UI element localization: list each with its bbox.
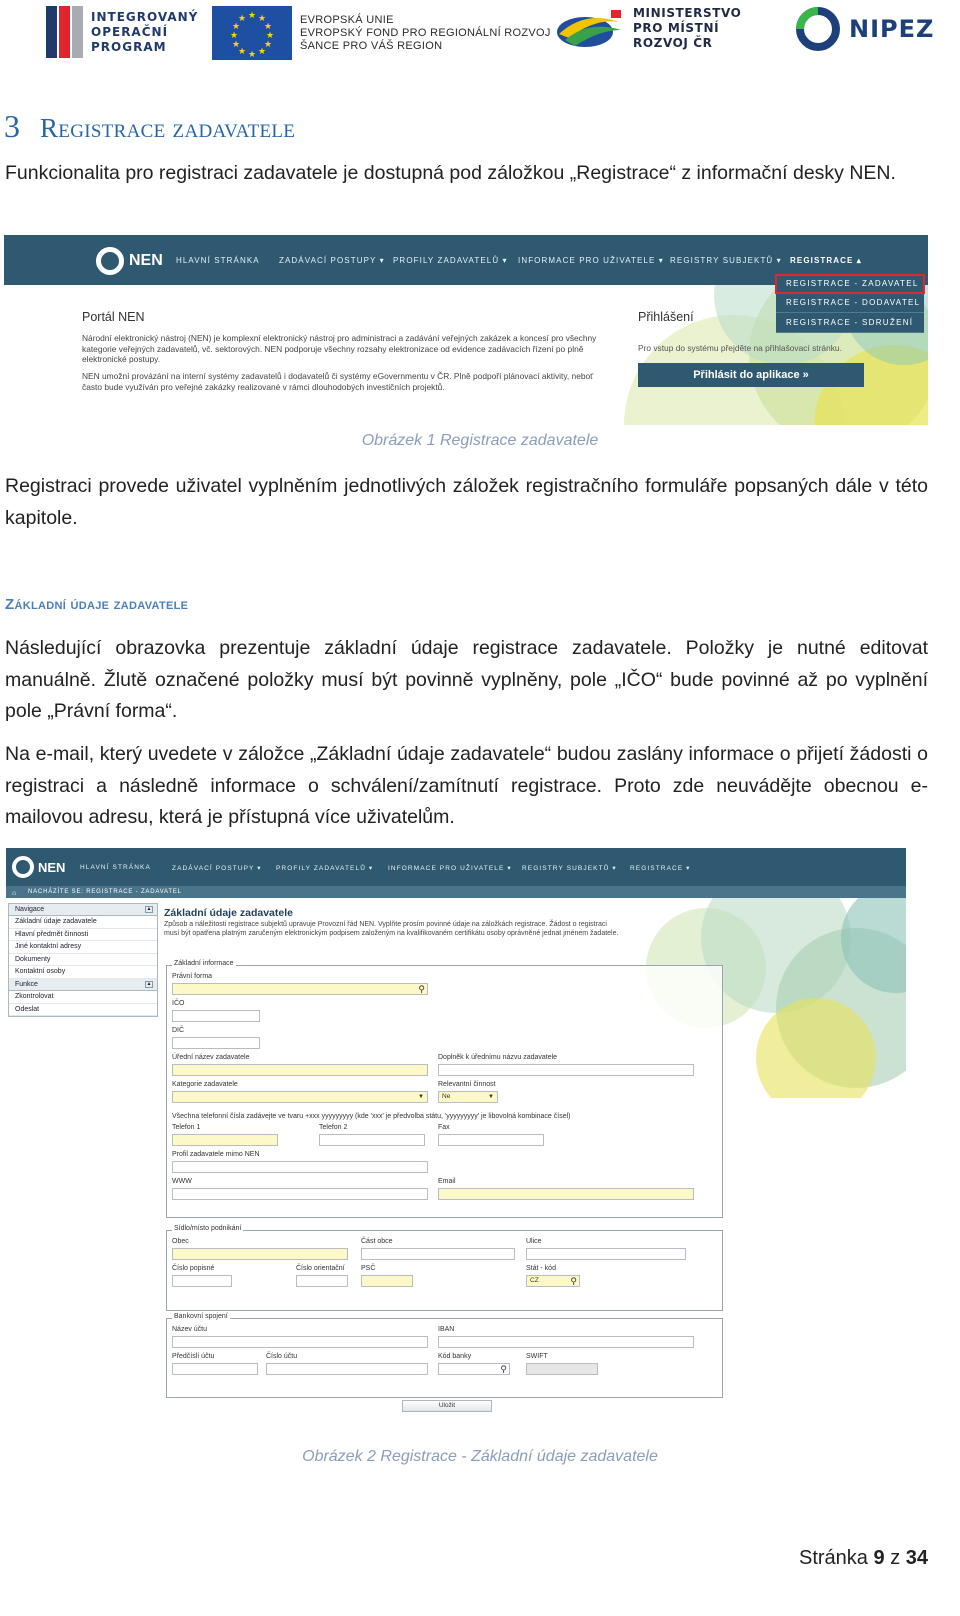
fig1-portal-paragraph-2: NEN umožní provázání na interní systémy zadavatelů i dodavatelů či systémy eGovernmentu v ČR. Plně podpoří plánovací aktivity, neboť často bude využíván pro veřejné zakázky realizované v rámci dlouhodobých investičních projektů.	[82, 371, 594, 392]
sidebar-navigation-label: Navigace	[15, 906, 45, 913]
label-official-name: Úřední název zadavatele	[172, 1054, 250, 1061]
intro-paragraph: Funkcionalita pro registraci zadavatele je dostupná pod záložkou „Registrace“ z informační desky NEN.	[5, 162, 896, 184]
input-official-name[interactable]	[172, 1064, 428, 1076]
input-iban[interactable]	[438, 1336, 694, 1348]
fig2-nav-profiles[interactable]: PROFILY ZADAVATELŮ ▾	[276, 865, 374, 872]
fig1-nen-ring-icon	[96, 247, 124, 275]
fig1-login-title: Přihlášení	[638, 310, 694, 324]
label-municipality: Obec	[172, 1238, 189, 1245]
iop-line-3: PROGRAM	[91, 39, 167, 54]
legend-basic-info: Základní informace	[174, 960, 234, 967]
fig1-dropdown-dodavatel[interactable]: REGISTRACE - DODAVATEL	[776, 293, 924, 313]
label-category: Kategorie zadavatele	[172, 1081, 238, 1088]
mmr-line-3: ROZVOJ ČR	[633, 36, 713, 50]
label-account-name: Název účtu	[172, 1326, 208, 1333]
label-fax: Fax	[438, 1124, 450, 1131]
iop-bars-icon	[46, 6, 83, 58]
footer-prefix: Stránka	[799, 1547, 868, 1569]
label-email: Email	[438, 1178, 456, 1185]
input-www[interactable]	[172, 1188, 428, 1200]
label-municipality-part: Část obce	[361, 1238, 393, 1245]
input-municipality-part[interactable]	[361, 1248, 515, 1260]
label-iban: IBAN	[438, 1326, 455, 1333]
fig1-nav-info[interactable]: INFORMACE PRO UŽIVATELE ▾	[518, 256, 664, 265]
fig2-nen-ring-icon	[12, 856, 34, 878]
save-button[interactable]: Uložit	[402, 1400, 492, 1412]
label-legal-form: Právní forma	[172, 973, 213, 980]
sidebar-item-other-addresses[interactable]: Jiné kontaktní adresy	[9, 941, 157, 954]
fig2-breadcrumb	[6, 886, 906, 898]
eu-line-2: EVROPSKÝ FOND PRO REGIONÁLNÍ ROZVOJ	[300, 26, 551, 39]
chevron-down-icon: ▼	[418, 1094, 424, 1100]
input-fax[interactable]	[438, 1134, 544, 1146]
sidebar-navigation-header[interactable]	[9, 904, 157, 916]
footer-separator: z	[890, 1547, 901, 1569]
input-municipality[interactable]	[172, 1248, 348, 1260]
fig2-navbar	[6, 848, 906, 886]
sidebar-item-main-activity[interactable]: Hlavní předmět činnosti	[9, 929, 157, 942]
sidebar-item-basic[interactable]: Základní údaje zadavatele	[9, 916, 157, 929]
legend-address: Sídlo/místo podnikání	[174, 1225, 242, 1232]
mmr-emblem-icon	[555, 8, 623, 50]
page-footer	[799, 1547, 928, 1570]
fig1-dropdown-zadavatel[interactable]: REGISTRACE - ZADAVATEL	[776, 275, 924, 293]
mmr-line-2: PRO MÍSTNÍ	[633, 21, 720, 35]
fig2-sidebar	[8, 903, 158, 1017]
input-bank-code[interactable]	[438, 1363, 510, 1375]
input-phone-1[interactable]	[172, 1134, 278, 1146]
home-icon[interactable]: ⌂	[12, 890, 18, 897]
section-subheading: Základní údaje zadavatele	[5, 596, 189, 613]
label-profile-outside: Profil zadavatele mimo NEN	[172, 1151, 260, 1158]
input-account-prefix[interactable]	[172, 1363, 258, 1375]
fig2-nen-text: NEN	[38, 859, 66, 875]
header-logos	[0, 0, 960, 70]
fig1-nav-profiles[interactable]: PROFILY ZADAVATELŮ ▾	[393, 256, 508, 265]
input-email[interactable]	[438, 1188, 694, 1200]
search-icon[interactable]: ⚲	[570, 1276, 577, 1286]
fig2-nav-procedures[interactable]: ZADÁVACÍ POSTUPY ▾	[172, 865, 262, 872]
input-street[interactable]	[526, 1248, 686, 1260]
fig1-nen-logo	[96, 247, 163, 275]
eu-logo	[212, 6, 551, 60]
footer-page-number: 9	[873, 1547, 885, 1569]
eu-flag-icon: ★ ★ ★ ★ ★ ★ ★ ★ ★ ★ ★ ★	[212, 6, 292, 60]
chapter-title: Registrace zadavatele	[40, 113, 296, 143]
after-figure-1-paragraph: Registraci provede uživatel vyplněním jednotlivých záložek registračního formuláře popsaných dále v této kapitole.	[5, 475, 928, 529]
sidebar-item-documents[interactable]: Dokumenty	[9, 954, 157, 967]
label-phone-2: Telefon 2	[319, 1124, 348, 1131]
input-account-number[interactable]	[266, 1363, 428, 1375]
input-dic[interactable]	[172, 1037, 260, 1049]
fig2-form-description: Způsob a náležitosti registrace subjektů upravuje Provozní řád NEN. Vyplňte prosím povinné údaje na záložkách registrace. Žádost o registraci musí být opatřena platným zaručeným elektronickým podpisem založeným na kvalifikovaném certifikátu osoby oprávněné jednat jménem žadatele.	[164, 921, 619, 937]
label-phone-1: Telefon 1	[172, 1124, 201, 1131]
label-www: WWW	[172, 1178, 192, 1185]
eu-line-3: ŠANCE PRO VÁŠ REGION	[300, 39, 443, 52]
input-country-code[interactable]	[526, 1275, 580, 1287]
fig2-breadcrumb-text: NACHÁZÍTE SE: REGISTRACE - ZADAVATEL	[28, 889, 182, 895]
input-postal-code[interactable]	[361, 1275, 413, 1287]
fig1-nav-home[interactable]: HLAVNÍ STRÁNKA	[176, 256, 260, 265]
sidebar-functions-label: Funkce	[15, 980, 38, 988]
label-swift: SWIFT	[526, 1353, 548, 1360]
label-house-number: Číslo popisné	[172, 1265, 215, 1272]
fig2-form-title: Základní údaje zadavatele	[164, 907, 293, 919]
fig1-login-button[interactable]: Přihlásit do aplikace »	[638, 363, 864, 387]
input-swift	[526, 1363, 598, 1375]
fig1-nen-text: NEN	[129, 252, 163, 269]
country-code-value: CZ	[530, 1277, 539, 1284]
figure-2-caption: Obrázek 2 Registrace - Základní údaje zadavatele	[302, 1448, 658, 1465]
fig1-nav-registration[interactable]: REGISTRACE ▴	[790, 256, 862, 265]
input-profile-outside[interactable]	[172, 1161, 428, 1173]
eu-line-1: EVROPSKÁ UNIE	[300, 13, 394, 26]
footer-total-pages: 34	[905, 1547, 928, 1569]
label-name-supplement: Doplněk k úřednímu názvu zadavatele	[438, 1054, 558, 1061]
input-ico[interactable]	[172, 1010, 260, 1022]
label-orientation-number: Číslo orientační	[296, 1265, 345, 1272]
nipez-ring-icon	[795, 6, 841, 52]
label-country-code: Stát - kód	[526, 1265, 556, 1272]
sidebar-item-check[interactable]: Zkontrolovat	[9, 991, 157, 1004]
figure-2-screenshot	[6, 848, 906, 1418]
chapter-number: 3	[4, 108, 20, 144]
iop-line-2: OPERAČNÍ	[91, 24, 169, 39]
phone-format-note: Všechna telefonní čísla zadávejte ve tvaru +xxx yyyyyyyyy (kde 'xxx' je předvolba státu, 'yyyyyyyyy' je libovolná kombinace čísel)	[172, 1113, 571, 1120]
mmr-logo	[555, 6, 742, 51]
label-postal-code: PSČ	[361, 1265, 376, 1272]
basic-info-paragraph-2: Na e-mail, který uvedete v záložce „Základní údaje zadavatele“ budou zaslány informace o přijetí žádosti o registraci a následně informace o schválení/zamítnutí registrace. Proto zde neuvádějte obecnou e-mailovou adresu, která je přístupná více uživatelům.	[5, 743, 928, 828]
basic-info-paragraph-1: Následující obrazovka prezentuje základní údaje registrace zadavatele. Položky je nutné editovat manuálně. Žlutě označené položky musí být povinně vyplněny, pole „IČO“ bude povinné až po vyplnění pole „Právní forma“.	[5, 637, 928, 722]
fig2-nav-registration[interactable]: REGISTRACE ▾	[630, 865, 691, 872]
sidebar-item-contacts[interactable]: Kontaktní osoby	[9, 966, 157, 979]
sidebar-item-send[interactable]: Odeslat	[9, 1004, 157, 1017]
fieldset-address	[166, 1230, 723, 1311]
select-relevant-activity[interactable]	[438, 1091, 498, 1103]
select-category[interactable]	[172, 1091, 428, 1103]
fig1-nav-registers[interactable]: REGISTRY SUBJEKTŮ ▾	[670, 256, 782, 265]
fig1-portal-title: Portál NEN	[82, 310, 145, 324]
label-account-prefix: Předčíslí účtu	[172, 1353, 215, 1360]
input-account-name[interactable]	[172, 1336, 428, 1348]
fig2-nav-info[interactable]: INFORMACE PRO UŽIVATELE ▾	[388, 865, 512, 872]
input-name-supplement[interactable]	[438, 1064, 694, 1076]
chapter-heading	[4, 108, 295, 145]
input-phone-2[interactable]	[319, 1134, 425, 1146]
legend-bank: Bankovní spojení	[174, 1313, 228, 1320]
nipez-logo	[795, 6, 934, 52]
figure-1-caption: Obrázek 1 Registrace zadavatele	[361, 432, 599, 449]
iop-line-1: INTEGROVANÝ	[91, 9, 199, 24]
fig2-nav-registers[interactable]: REGISTRY SUBJEKTŮ ▾	[522, 865, 617, 872]
input-legal-form[interactable]	[172, 983, 428, 995]
input-orientation-number[interactable]	[296, 1275, 348, 1287]
fig1-nav-procedures[interactable]: ZADÁVACÍ POSTUPY ▾	[279, 256, 385, 265]
label-street: Ulice	[526, 1238, 542, 1245]
collapse-icon[interactable]: ▲	[146, 906, 152, 912]
label-relevant-activity: Relevantní činnost	[438, 1081, 496, 1088]
figure-1-screenshot	[4, 235, 928, 425]
fig2-nen-logo	[12, 856, 65, 878]
fig1-dropdown-sdruzeni[interactable]: REGISTRACE - SDRUŽENÍ	[776, 313, 924, 333]
mmr-line-1: MINISTERSTVO	[633, 6, 742, 20]
fig1-login-text: Pro vstup do systému přejděte na přihlašovací stránku.	[638, 343, 842, 353]
fig2-nav-home[interactable]: HLAVNÍ STRÁNKA	[80, 864, 151, 871]
label-bank-code: Kód banky	[438, 1353, 472, 1360]
sidebar-functions-header[interactable]	[9, 979, 157, 991]
search-icon[interactable]: ⚲	[418, 984, 425, 994]
fig1-registration-dropdown	[776, 275, 924, 333]
iop-logo	[46, 6, 198, 58]
label-account-number: Číslo účtu	[266, 1353, 298, 1360]
input-house-number[interactable]	[172, 1275, 232, 1287]
nipez-text: NIPEZ	[849, 15, 935, 43]
label-ico: IČO	[172, 1000, 185, 1007]
collapse-icon[interactable]: ▲	[146, 980, 152, 987]
label-dic: DIČ	[172, 1027, 185, 1034]
fig1-portal-paragraph-1: Národní elektronický nástroj (NEN) je komplexní elektronický nástroj pro administraci a zadávání veřejných zakázek a koncesí pro všechny kategorie veřejných zadavatelů, vč. sektorových. NEN podporuje všechny rozsahy elektronizace od evidence zadávacích řízení po plně elektronické postupy.	[82, 333, 597, 364]
relevant-activity-value: Ne	[442, 1093, 451, 1100]
chevron-down-icon: ▼	[488, 1094, 494, 1100]
search-icon[interactable]: ⚲	[500, 1364, 507, 1374]
